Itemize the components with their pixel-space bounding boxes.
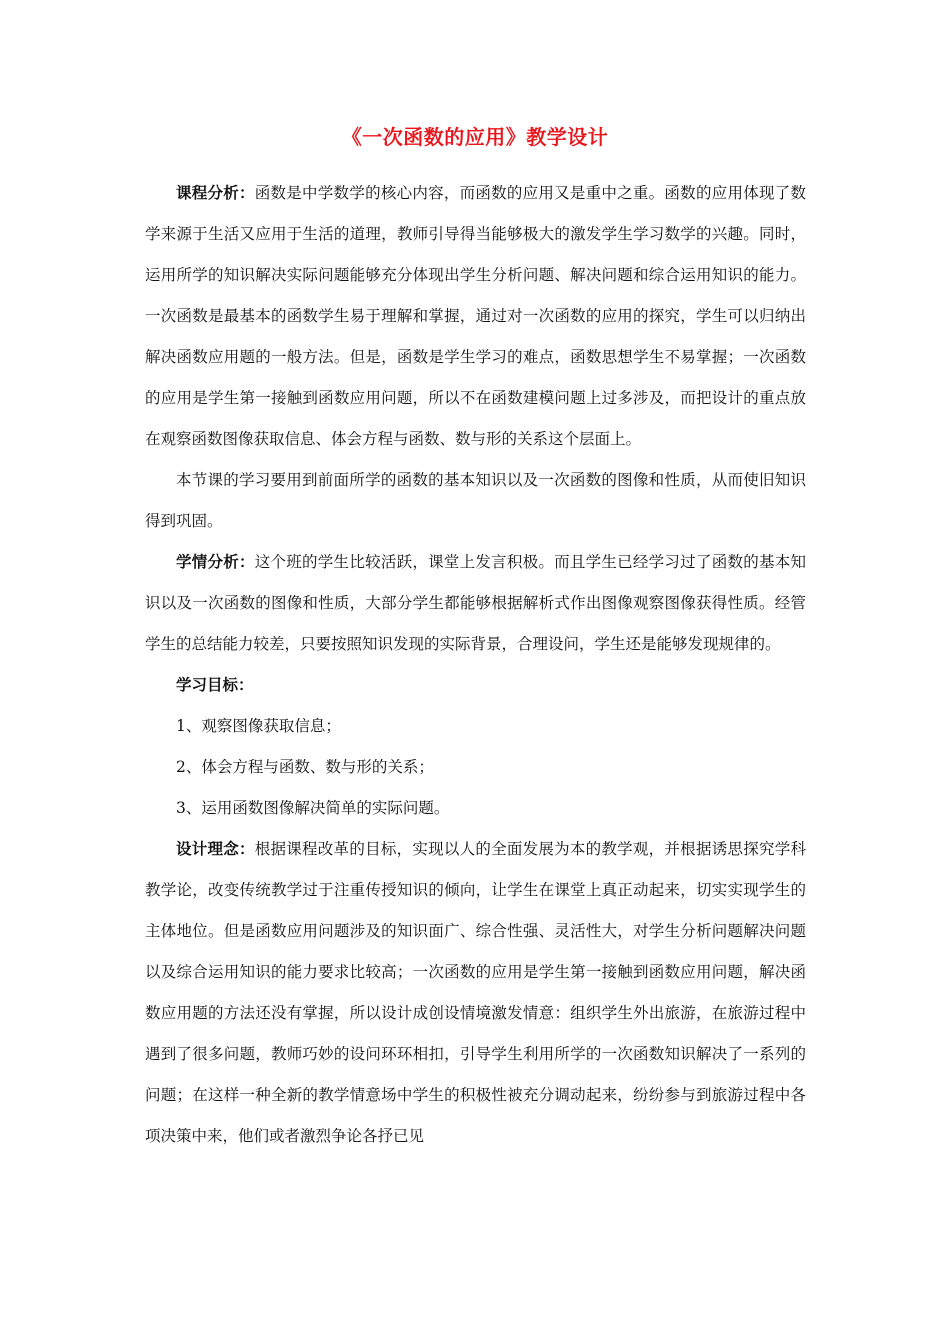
objective-item: 1、观察图像获取信息； — [176, 717, 341, 735]
objectives-heading — [145, 665, 806, 706]
student-analysis-label: 学情分析： — [176, 553, 255, 571]
document-title: 《一次函数的应用》教学设计 — [341, 125, 609, 149]
course-analysis-text: 函数是中学数学的核心内容，而函数的应用又是重中之重。函数的应用体现了数学来源于生活又应用于生活的道理，教师引导得当能够极大的激发学生学习数学的兴趣。同时，运用所学的知识解决实际问题能够充分体现出学生分析问题、解决问题和综合运用知识的能力。一次函数是最基本的函数学生易于理解和掌握，通过对一次函数的应用的探究，学生可以归纳出解决函数应用题的一般方法。但是，函数是学生学习的难点，函数思想学生不易掌握；一次函数的应用是学生第一接触到函数应用问题，所以不在函数建模问题上过多涉及，而把设计的重点放在观察函数图像获取信息、体会方程与函数、数与形的关系这个层面上。 — [145, 184, 806, 448]
course-analysis-paragraph — [145, 173, 806, 460]
course-analysis-label: 课程分析： — [176, 184, 255, 202]
design-concept-label: 设计理念： — [176, 840, 255, 858]
design-concept-text: 根据课程改革的目标，实现以人的全面发展为本的教学观，并根据诱思探究学科教学论，改变传统教学过于注重传授知识的倾向，让学生在课堂上真正动起来，切实实现学生的主体地位。但是函数应用问题涉及的知识面广、综合性强、灵活性大，对学生分析问题解决问题以及综合运用知识的能力要求比较高；一次函数的应用是学生第一接触到函数应用问题，解决函数应用题的方法还没有掌握，所以设计成创设情境激发情意：组织学生外出旅游，在旅游过程中遇到了很多问题，教师巧妙的设问环环相扣，引导学生利用所学的一次函数知识解决了一系列的问题；在这样一种全新的教学情意场中学生的积极性被充分调动起来，纷纷参与到旅游过程中各项决策中来，他们或者激烈争论各抒已见 — [145, 840, 806, 1145]
student-analysis-text: 这个班的学生比较活跃，课堂上发言积极。而且学生已经学习过了函数的基本知识以及一次函数的图像和性质，大部分学生都能够根据解析式作出图像观察图像获得性质。经管学生的总结能力较差，只要按照知识发现的实际背景，合理设问，学生还是能够发现规律的。 — [145, 553, 806, 653]
objective-item: 3、运用函数图像解决简单的实际问题。 — [176, 799, 450, 817]
document-body — [145, 173, 806, 1157]
objective-item: 2、体会方程与函数、数与形的关系； — [176, 758, 434, 776]
student-analysis-paragraph — [145, 542, 806, 665]
prereq-paragraph: 本节课的学习要用到前面所学的函数的基本知识以及一次函数的图像和性质，从而使旧知识得到巩固。 — [145, 471, 806, 530]
design-concept-paragraph — [145, 829, 806, 1157]
objectives-label: 学习目标： — [176, 676, 254, 694]
